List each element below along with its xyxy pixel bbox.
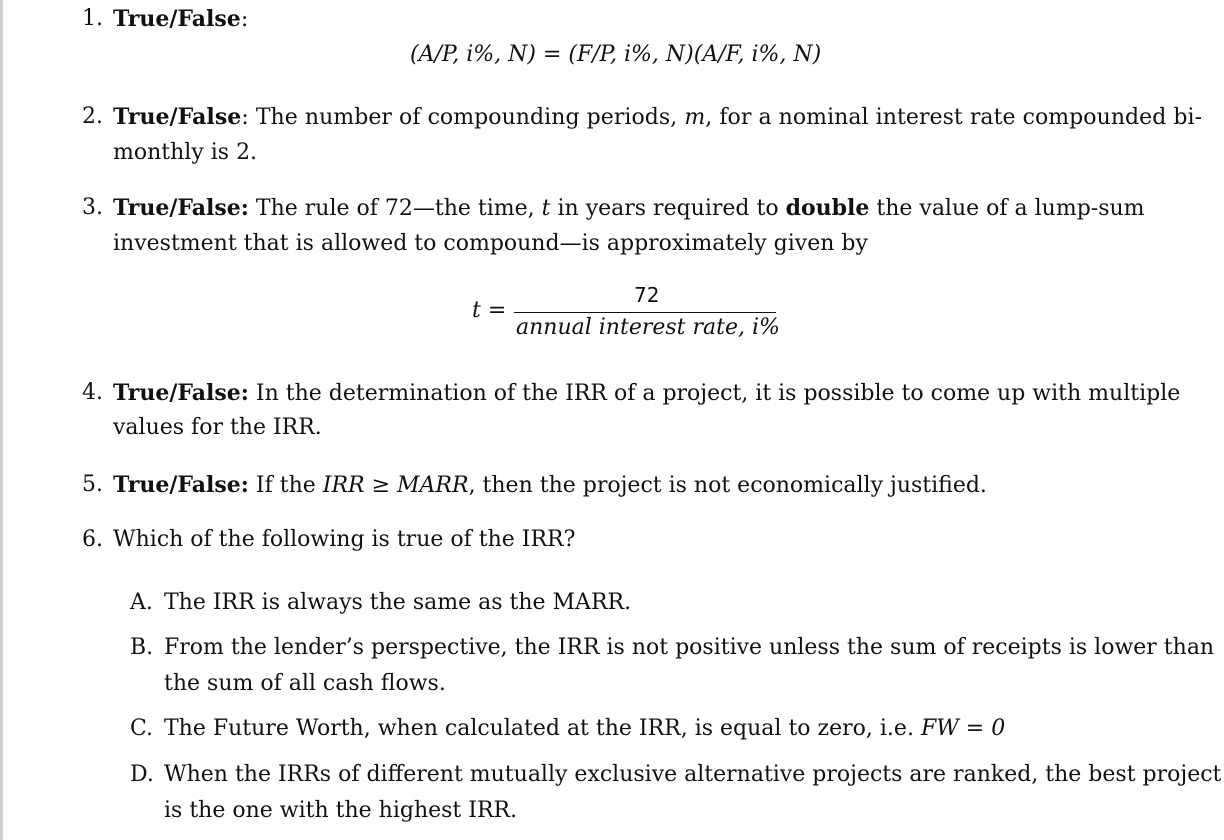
question-text: If the xyxy=(248,473,323,498)
option-text: The IRR is always the same as the MARR. xyxy=(164,590,632,615)
question-number: 2. xyxy=(82,104,103,129)
variable-m: m xyxy=(684,105,706,130)
question-text: : The number of compounding periods, xyxy=(241,105,685,130)
question-1-equation: (A/P, i%, N) = (F/P, i%, N)(A/F, i%, N) xyxy=(410,42,822,67)
true-false-label: True/False xyxy=(113,6,241,32)
emphasis-double: double xyxy=(785,195,870,221)
fw-equation: FW = 0 xyxy=(920,716,1006,741)
question-number: 1. xyxy=(82,6,103,31)
option-letter: C. xyxy=(130,716,154,741)
question-4-line-2: values for the IRR. xyxy=(113,415,322,440)
question-text: , for a nominal interest rate compounded bi- xyxy=(705,105,1203,130)
option-text-line-2: is the one with the highest IRR. xyxy=(164,798,518,823)
question-text: The rule of 72—the time, xyxy=(248,196,542,221)
variable-t: t xyxy=(541,196,551,221)
question-text: , then the project is not economically justified. xyxy=(468,473,987,498)
question-5-line-1 xyxy=(113,472,987,498)
label-colon: : xyxy=(240,7,249,32)
option-letter: B. xyxy=(130,635,154,660)
question-4-line-1 xyxy=(113,380,1180,406)
formula-numerator: 72 xyxy=(634,283,660,307)
question-2-line-1 xyxy=(113,104,1202,130)
question-text: the value of a lump-sum xyxy=(869,196,1145,221)
question-3-line-2: investment that is allowed to compound—is approximately given by xyxy=(113,231,868,256)
question-text: in years required to xyxy=(550,196,786,221)
question-2-line-2: monthly is 2. xyxy=(113,140,258,165)
question-1-header xyxy=(113,6,248,32)
option-text-body: The Future Worth, when calculated at the IRR, is equal to zero, i.e. xyxy=(164,716,921,741)
formula-lhs: t = xyxy=(472,298,507,323)
true-false-label: True/False: xyxy=(113,195,249,221)
irr-marr-inequality: IRR ≥ MARR xyxy=(322,473,469,498)
option-text xyxy=(164,716,1005,741)
question-6-text: Which of the following is true of the IRR? xyxy=(113,527,576,552)
question-number: 4. xyxy=(82,380,103,405)
question-number: 3. xyxy=(82,195,103,220)
option-text: From the lender’s perspective, the IRR is not positive unless the sum of receipts is lower than xyxy=(164,635,1215,660)
option-letter: A. xyxy=(130,590,153,615)
true-false-label: True/False xyxy=(113,104,242,130)
fraction-bar xyxy=(514,312,776,313)
true-false-label: True/False: xyxy=(113,472,249,498)
question-number: 6. xyxy=(82,527,103,552)
option-text: When the IRRs of different mutually exclusive alternative projects are ranked, the best project xyxy=(164,762,1222,787)
question-number: 5. xyxy=(82,472,103,497)
true-false-label: True/False: xyxy=(113,380,249,406)
formula-denominator: annual interest rate, i% xyxy=(516,315,780,340)
option-letter: D. xyxy=(130,762,154,787)
question-text: In the determination of the IRR of a project, it is possible to come up with multiple xyxy=(248,381,1181,406)
question-3-line-1 xyxy=(113,195,1145,221)
option-text-line-2: the sum of all cash flows. xyxy=(164,671,446,696)
